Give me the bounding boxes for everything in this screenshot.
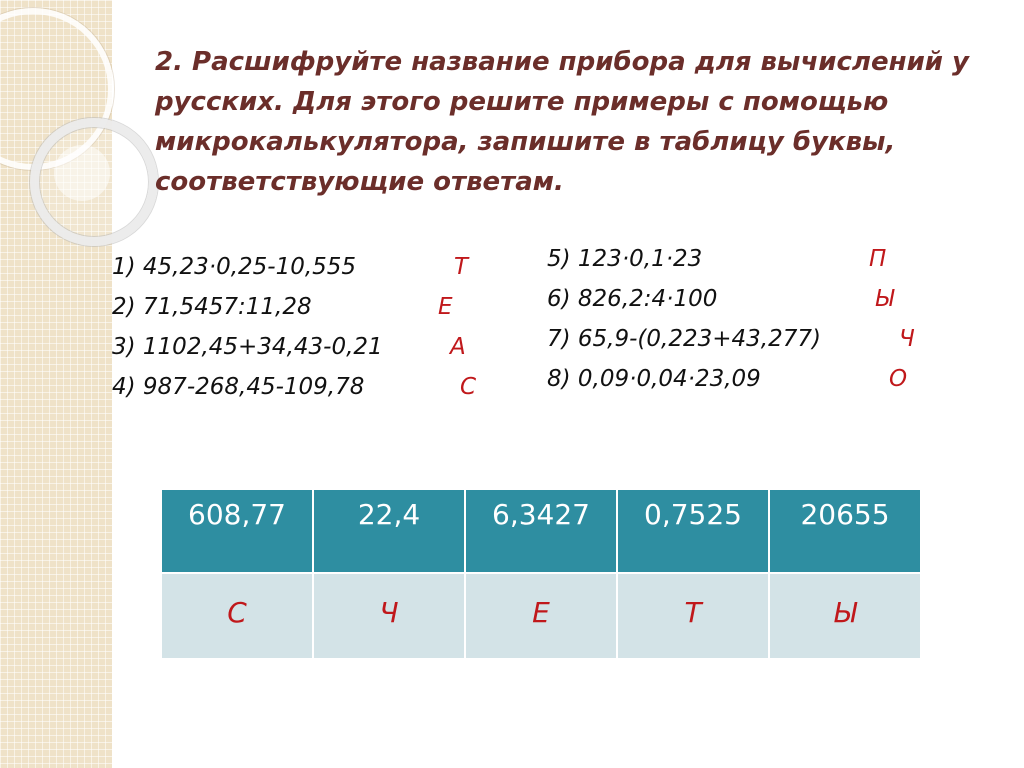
problem-list-left [112, 246, 512, 406]
problem-item [112, 286, 512, 326]
problem-item [547, 318, 947, 358]
decorative-ring [54, 145, 110, 201]
problem-letter: П [869, 246, 887, 272]
problem-expression: 1) 45,23·0,25-10,555 [112, 254, 357, 280]
problem-letter: О [889, 366, 908, 392]
answer-value-cell: 0,7525 [617, 489, 769, 573]
problem-expression: 5) 123·0,1·23 [547, 246, 703, 272]
answer-value-cell: 6,3427 [465, 489, 617, 573]
problem-list-right [547, 238, 947, 398]
problem-item [112, 326, 512, 366]
problem-letter: Ы [875, 286, 894, 312]
problem-item [547, 358, 947, 398]
answer-table [160, 488, 922, 660]
task-title: 2. Расшифруйте название прибора для вычислений у русских. Для этого решите примеры с помощью микрокалькулятора, запишите в таблицу буквы, соответствующие ответам. [155, 47, 969, 197]
problem-expression: 8) 0,09·0,04·23,09 [547, 366, 761, 392]
problem-expression: 4) 987-268,45-109,78 [112, 374, 365, 400]
answer-letter-cell: Т [617, 573, 769, 659]
answer-value-cell: 22,4 [313, 489, 465, 573]
problem-expression: 6) 826,2:4·100 [547, 286, 718, 312]
problem-letter: А [450, 334, 466, 360]
answer-value-cell: 608,77 [161, 489, 313, 573]
problem-expression: 2) 71,5457:11,28 [112, 294, 312, 320]
answer-letter-cell: Ч [313, 573, 465, 659]
problem-letter: Е [438, 294, 453, 320]
problem-item [547, 238, 947, 278]
problem-letter: С [460, 374, 477, 400]
answer-letter-cell: Ы [769, 573, 921, 659]
decorative-side-strip [0, 0, 112, 768]
problem-item [112, 366, 512, 406]
answer-values-row [161, 489, 921, 573]
problem-expression: 3) 1102,45+34,43-0,21 [112, 334, 383, 360]
problem-expression: 7) 65,9-(0,223+43,277) [547, 326, 821, 352]
problem-letter: Ч [899, 326, 915, 352]
answer-letter-cell: Е [465, 573, 617, 659]
answer-letter-cell: С [161, 573, 313, 659]
answer-value-cell: 20655 [769, 489, 921, 573]
problem-item [112, 246, 512, 286]
problem-item [547, 278, 947, 318]
problem-letter: Т [454, 254, 469, 280]
answer-letters-row [161, 573, 921, 659]
